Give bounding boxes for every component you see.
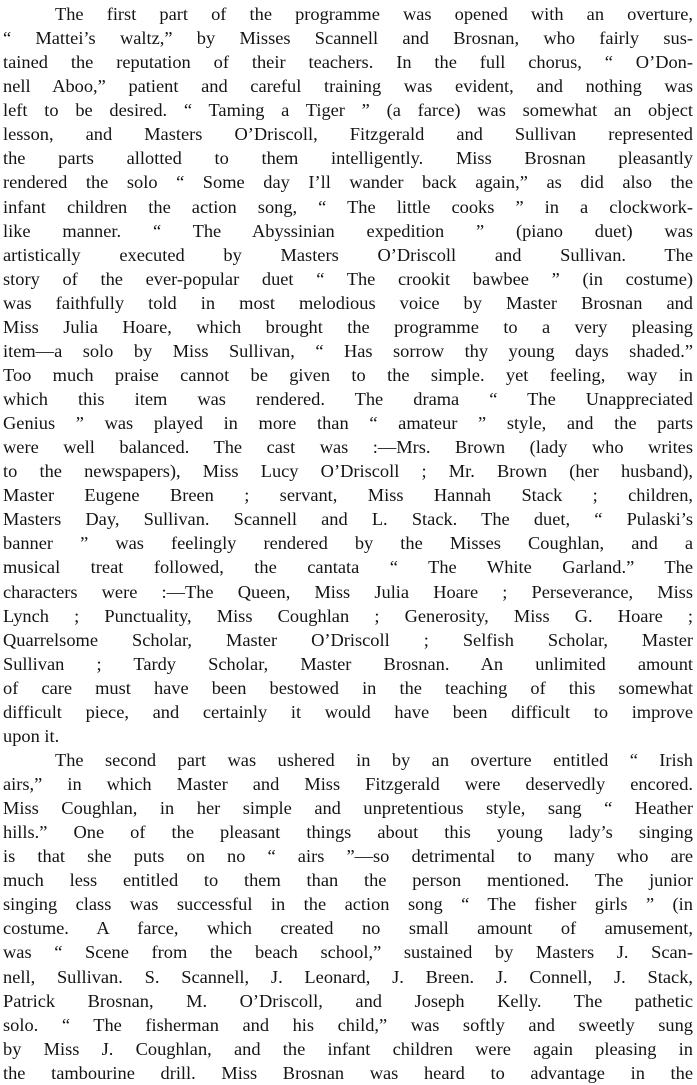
text-line: The first part of the programme was opened with an overture,	[55, 4, 693, 24]
text-line: costume. A farce, which created no small amount of amusement,	[3, 918, 693, 939]
text-line: Lynch ; Punctuality, Miss Coughlan ; Generosity, Miss G. Hoare ;	[3, 605, 693, 626]
text-line: artistically executed by Masters O’Driscoll and Sullivan. The	[3, 244, 693, 265]
text-line: banner ” was feelingly rendered by the Misses Coughlan, and a	[3, 533, 693, 554]
text-line: difficult piece, and certainly it would have been difficult to improve	[3, 701, 693, 722]
text-line: to the newspapers), Miss Lucy O’Driscoll ; Mr. Brown (her husband),	[3, 461, 693, 482]
text-line: Too much praise cannot be given to the simple. yet feeling, way in	[3, 364, 693, 385]
text-line: the tambourine drill. Miss Brosnan was heard to advantage in the	[3, 1062, 693, 1083]
paragraph-second-part	[3, 748, 693, 1085]
text-line: infant children the action song, “ The little cooks ” in a clockwork-	[3, 196, 693, 217]
text-line: Quarrelsome Scholar, Master O’Driscoll ; Selfish Scholar, Master	[3, 629, 693, 650]
paragraph-first-part	[3, 2, 693, 748]
text-line: Miss Julia Hoare, which brought the programme to a very pleasing	[3, 316, 693, 337]
text-line: Masters Day, Sullivan. Scannell and L. Stack. The duet, “ Pulaski’s	[3, 509, 693, 530]
text-line: Genius ” was played in more than “ amateur ” style, and the parts	[3, 413, 693, 434]
text-line: Miss Coughlan, in her simple and unpretentious style, sang “ Heather	[3, 798, 693, 819]
text-line: like manner. “ The Abyssinian expedition ” (piano duet) was	[3, 220, 693, 241]
text-line: rendered the solo “ Some day I’ll wander back again,” as did also the	[3, 172, 693, 193]
text-line: upon it.	[3, 725, 60, 746]
text-line: story of the ever-popular duet “ The crookit bawbee ” (in costume)	[3, 268, 693, 289]
text-line: much less entitled to them than the person mentioned. The junior	[3, 870, 693, 891]
text-line: characters were :—The Queen, Miss Julia Hoare ; Perseverance, Miss	[3, 581, 693, 602]
text-line: item—a solo by Miss Sullivan, “ Has sorrow thy young days shaded.”	[3, 340, 693, 361]
text-line: left to be desired. “ Taming a Tiger ” (a farce) was somewhat an object	[3, 100, 693, 121]
text-line: was “ Scene from the beach school,” sustained by Masters J. Scan-	[3, 942, 693, 963]
text-line: lesson, and Masters O’Driscoll, Fitzgerald and Sullivan represented	[3, 124, 693, 145]
text-line: nell Aboo,” patient and careful training was evident, and nothing was	[3, 76, 693, 97]
text-line: was faithfully told in most melodious voice by Master Brosnan and	[3, 292, 693, 313]
text-line: tained the reputation of their teachers. In the full chorus, “ O’Don-	[3, 52, 693, 73]
text-line: solo. “ The fisherman and his child,” was softly and sweetly sung	[3, 1014, 693, 1035]
newspaper-column	[3, 2, 693, 1085]
text-line: airs,” in which Master and Miss Fitzgerald were deservedly encored.	[3, 774, 693, 794]
text-line: singing class was successful in the action song “ The fisher girls ” (in	[3, 894, 693, 915]
text-line: of care must have been bestowed in the teaching of this somewhat	[3, 677, 693, 698]
text-line: Master Eugene Breen ; servant, Miss Hannah Stack ; children,	[3, 485, 693, 506]
text-line: by Miss J. Coughlan, and the infant children were again pleasing in	[3, 1038, 693, 1059]
text-line: the parts allotted to them intelligently. Miss Brosnan pleasantly	[3, 148, 693, 169]
text-line: hills.” One of the pleasant things about this young lady’s singing	[3, 822, 693, 843]
text-line: “ Mattei’s waltz,” by Misses Scannell and Brosnan, who fairly sus-	[3, 28, 693, 49]
text-line: were well balanced. The cast was :—Mrs. Brown (lady who writes	[3, 437, 693, 458]
text-line: The second part was ushered in by an overture entitled “ Irish	[55, 749, 693, 770]
text-line: musical treat followed, the cantata “ The White Garland.” The	[3, 557, 693, 578]
text-line: Patrick Brosnan, M. O’Driscoll, and Joseph Kelly. The pathetic	[3, 990, 693, 1011]
text-line: which this item was rendered. The drama “ The Unappreciated	[3, 389, 693, 409]
text-line: nell, Sullivan. S. Scannell, J. Leonard, J. Breen. J. Connell, J. Stack,	[3, 966, 693, 987]
text-line: is that she puts on no “ airs ”—so detrimental to many who are	[3, 846, 693, 867]
text-line: Sullivan ; Tardy Scholar, Master Brosnan. An unlimited amount	[3, 653, 693, 674]
